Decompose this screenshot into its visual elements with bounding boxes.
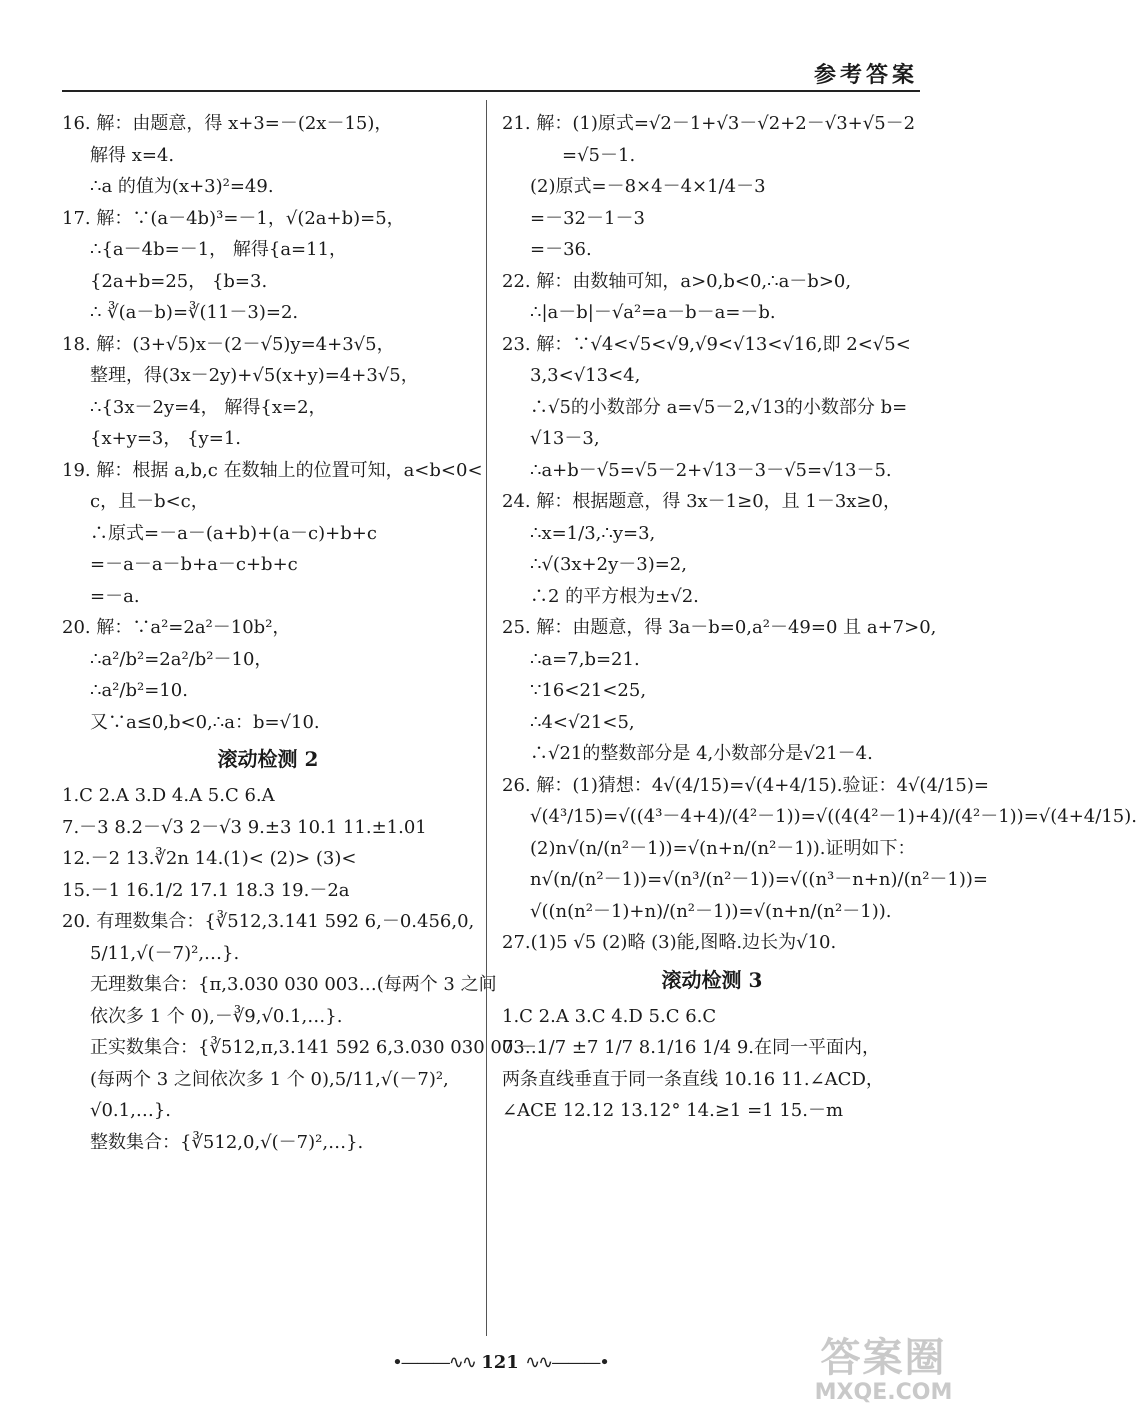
watermark bbox=[781, 1336, 986, 1416]
answer-line: 22. 解：由数轴可知，a>0,b<0,∴a－b>0, bbox=[502, 270, 852, 292]
answer-line: ∴a+b－√5=√5－2+√13－3－√5=√13－5. bbox=[530, 459, 892, 481]
answer-line: 整理，得(3x－2y)+√5(x+y)=4+3√5， bbox=[90, 365, 419, 386]
answer-line: 3,3<√13<4, bbox=[530, 365, 641, 386]
answer-line: 1.C 2.A 3.D 4.A 5.C 6.A bbox=[62, 785, 275, 806]
answer-line: 12.－2 13.∛2n 14.(1)< (2)> (3)< bbox=[62, 848, 357, 869]
page-number: 121 bbox=[481, 1352, 519, 1373]
answer-line: 解得 x=4. bbox=[90, 144, 175, 166]
answer-line: ∴2 的平方根为±√2. bbox=[530, 585, 699, 607]
answer-line: √0.1,…}. bbox=[90, 1100, 171, 1121]
answer-line: ∴原式=－a－(a+b)+(a－c)+b+c bbox=[90, 522, 377, 544]
answer-line: (2)原式=－8×4－4×1/4－3 bbox=[530, 176, 766, 197]
answer-line: √((n(n²－1)+n)/(n²－1))=√(n+n/(n²－1)). bbox=[530, 900, 892, 922]
answer-line: 20. 解：∵a²=2a²－10b²， bbox=[62, 617, 291, 638]
answer-line: 20. 有理数集合：{∛512,3.141 592 6,－0.456,0, bbox=[62, 911, 475, 932]
answer-line: 依次多 1 个 0),－∛9,√0.1,…}. bbox=[90, 1005, 343, 1027]
answer-line: 两条直线垂直于同一条直线 10.16 11.∠ACD， bbox=[502, 1068, 884, 1090]
section-title: 滚动检测 2 bbox=[217, 747, 319, 771]
answer-line: 21. 解：(1)原式=√2－1+√3－√2+2－√3+√5－2 bbox=[502, 113, 916, 134]
answer-line: 27.(1)5 √5 (2)略 (3)能,图略.边长为√10. bbox=[502, 932, 837, 953]
answer-line: ∴x=1/3,∴y=3, bbox=[530, 522, 656, 544]
answer-line: ∴{3x－2y=4， 解得{x=2， bbox=[90, 396, 327, 418]
answer-line: 无理数集合：{π,3.030 030 003…(每两个 3 之间 bbox=[90, 974, 497, 995]
ornament-right-icon: ∿∿———• bbox=[525, 1352, 608, 1373]
answer-line: 整数集合：{∛512,0,√(－7)²,…}. bbox=[90, 1131, 364, 1153]
answer-line: 7.－1/7 ±7 1/7 8.1/16 1/4 9.在同一平面内， bbox=[502, 1037, 880, 1058]
answer-line: =－a－a－b+a－c+b+c bbox=[90, 554, 298, 575]
answer-line: ∴|a－b|－√a²=a－b－a=－b. bbox=[530, 302, 776, 323]
section-title: 滚动检测 3 bbox=[661, 967, 763, 992]
answer-line: {2a+b=25， {b=3. bbox=[90, 270, 268, 292]
answer-line: =－36. bbox=[530, 239, 592, 260]
answer-line: 16. 解：由题意，得 x+3=－(2x－15)， bbox=[62, 113, 393, 134]
left-column bbox=[62, 108, 543, 1158]
answer-line: c，且－b<c， bbox=[90, 491, 209, 512]
answer-line: 25. 解：由题意，得 3a－b=0,a²－49=0 且 a+7>0, bbox=[502, 617, 937, 638]
column-divider bbox=[486, 100, 487, 1336]
watermark-logo: 答案圈 bbox=[820, 1335, 947, 1381]
answer-line: 23. 解：∵√4<√5<√9,√9<√13<√16,即 2<√5< bbox=[502, 333, 911, 355]
answer-line: 19. 解：根据 a,b,c 在数轴上的位置可知，a<b<0< bbox=[62, 459, 483, 481]
answer-line: =－32－1－3 bbox=[530, 207, 645, 229]
header-rule bbox=[62, 90, 920, 92]
answer-line: 17. 解：∵(a－4b)³=－1，√(2a+b)=5， bbox=[62, 207, 405, 229]
answer-line: ∴√(3x+2y－3)=2, bbox=[530, 554, 687, 575]
answer-line: (每两个 3 之间依次多 1 个 0),5/11,√(－7)², bbox=[90, 1068, 449, 1090]
answer-line: 26. 解：(1)猜想：4√(4/15)=√(4+4/15).验证：4√(4/15)= bbox=[502, 774, 989, 796]
answer-line: =－a. bbox=[90, 585, 140, 607]
answer-line: ∴a=7,b=21. bbox=[530, 648, 640, 670]
answer-line: ∴√5的小数部分 a=√5－2,√13的小数部分 b= bbox=[530, 396, 908, 418]
answer-line: =√5－1. bbox=[562, 144, 636, 166]
answer-line: ∴√21的整数部分是 4,小数部分是√21－4. bbox=[530, 743, 873, 764]
answer-line: n√(n/(n²－1))=√(n³/(n²－1))=√((n³－n+n)/(n²－1))= bbox=[530, 869, 989, 890]
answer-line: 正实数集合：{∛512,π,3.141 592 6,3.030 030 003… bbox=[90, 1037, 543, 1058]
answer-line: ∴ ∛(a－b)=∛(11－3)=2. bbox=[90, 302, 299, 323]
answer-line: 15.－1 16.1/2 17.1 18.3 19.－2a bbox=[62, 879, 350, 901]
answer-line: 1.C 2.A 3.C 4.D 5.C 6.C bbox=[502, 1005, 717, 1027]
answer-line: (2)n√(n/(n²－1))=√(n+n/(n²－1)).证明如下： bbox=[530, 837, 916, 859]
right-column bbox=[502, 108, 1137, 1127]
answer-line: ∴a 的值为(x+3)²=49. bbox=[90, 176, 274, 197]
answer-line: 18. 解：(3+√5)x－(2－√5)y=4+3√5， bbox=[62, 333, 395, 355]
answer-line: ∠ACE 12.12 13.12° 14.≥1 =1 15.－m bbox=[502, 1100, 844, 1121]
answer-line: ∴a²/b²=10. bbox=[90, 680, 188, 701]
answer-line: √(4³/15)=√((4³－4+4)/(4²－1))=√((4(4²－1)+4)/(4²－1))=√(4+4/15). bbox=[530, 806, 1137, 827]
ornament-left-icon: •———∿∿ bbox=[392, 1352, 475, 1373]
answer-line: {x+y=3， {y=1. bbox=[90, 428, 241, 449]
answer-line: 24. 解：根据题意，得 3x－1≥0，且 1－3x≥0， bbox=[502, 491, 901, 512]
answer-line: ∴4<√21<5, bbox=[530, 711, 635, 733]
answer-line: 又∵a≤0,b<0,∴a：b=√10. bbox=[90, 711, 320, 733]
answer-line: 7.－3 8.2－√3 2－√3 9.±3 10.1 11.±1.01 bbox=[62, 816, 427, 838]
answer-line: 5/11,√(－7)²,…}. bbox=[90, 942, 240, 964]
answer-line: √13－3, bbox=[530, 428, 600, 449]
answer-line: ∴{a－4b=－1， 解得{a=11， bbox=[90, 239, 348, 260]
answer-line: ∴a²/b²=2a²/b²－10， bbox=[90, 648, 273, 670]
watermark-url: MXQE.COM bbox=[814, 1380, 953, 1405]
answer-line: ∵16<21<25, bbox=[530, 680, 647, 701]
header-title: 参考答案 bbox=[813, 62, 918, 88]
